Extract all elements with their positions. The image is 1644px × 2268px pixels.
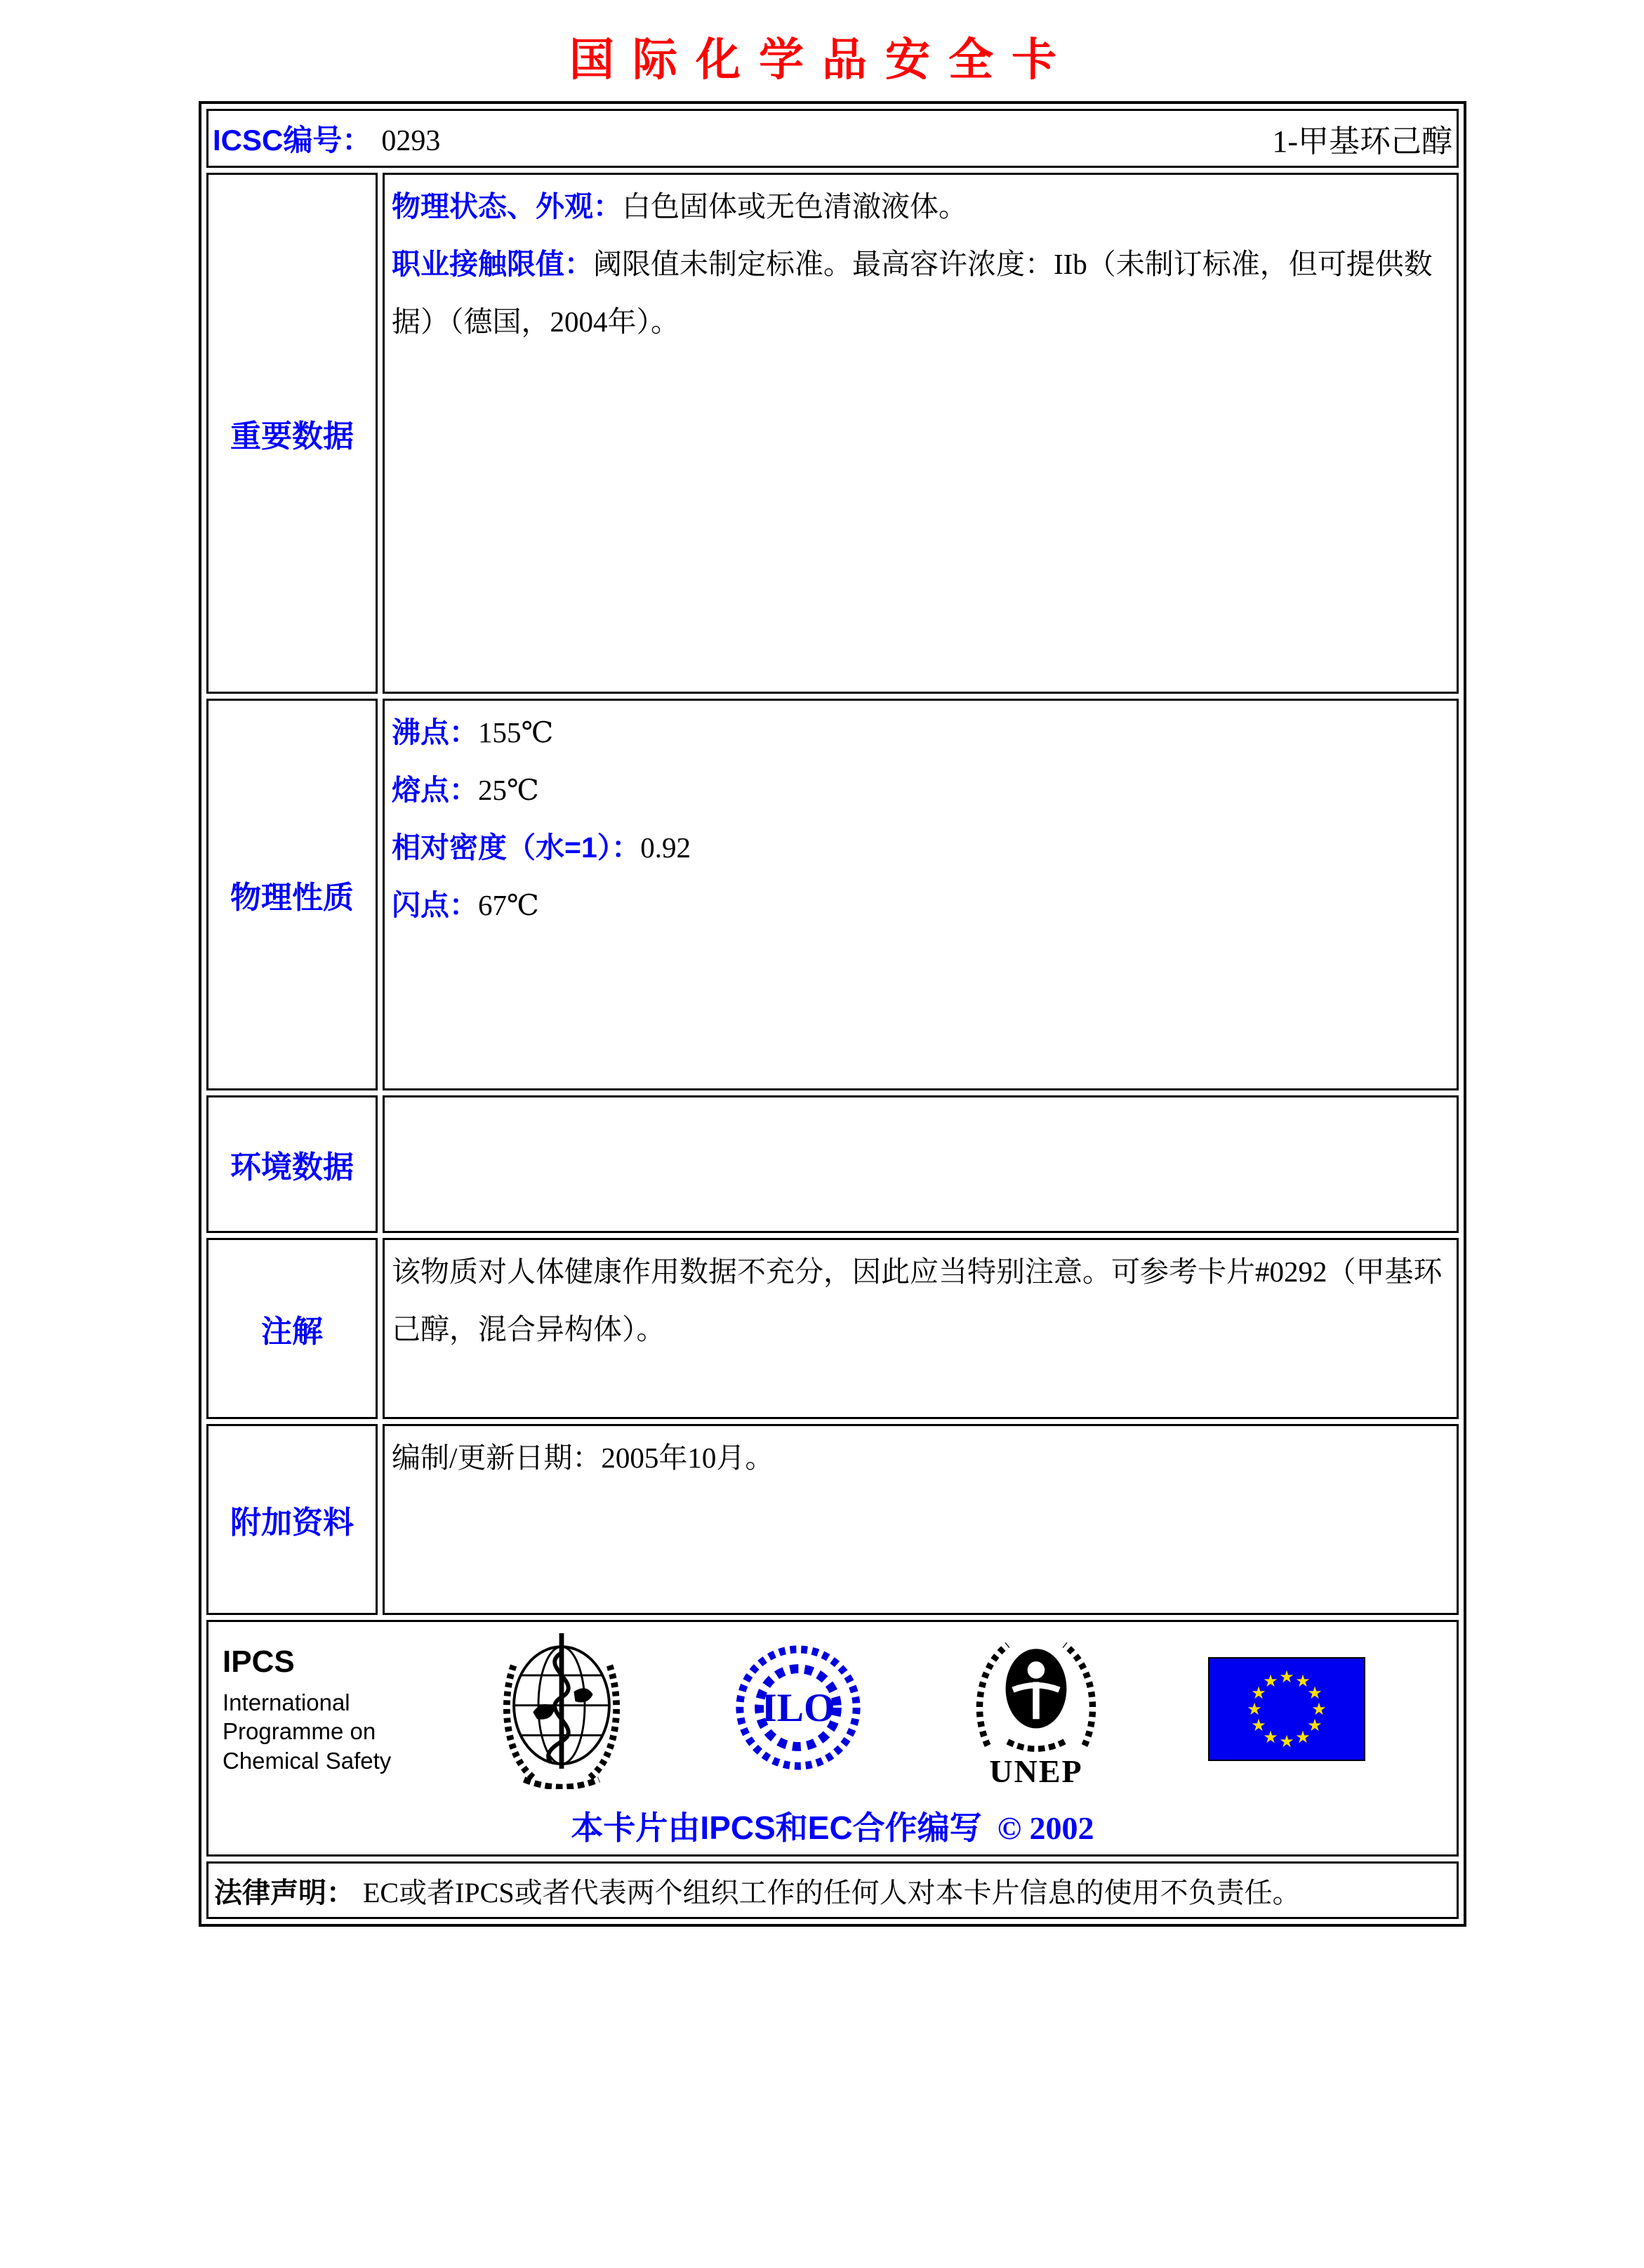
environmental-data-content-cell [383, 1095, 1459, 1233]
additional-info-text: 编制/更新日期：2005年10月。 [392, 1442, 774, 1474]
ipcs-subtitle-line-1: International [223, 1689, 350, 1716]
flash-point-value: 67℃ [478, 889, 539, 921]
chemical-name: 1-甲基环己醇 [1272, 124, 1452, 159]
additional-info-row [206, 1424, 1459, 1615]
who-logo-icon [493, 1629, 630, 1789]
svg-text:★: ★ [1279, 1666, 1294, 1687]
page-title: 国际化学品安全卡 [569, 35, 1075, 85]
card-header [213, 116, 1452, 161]
ipcs-title: IPCS [223, 1644, 295, 1680]
physical-state-line [392, 178, 1450, 235]
boiling-point-label: 沸点： [392, 716, 478, 749]
section-label-important-data: 重要数据 [230, 419, 354, 454]
footer-copyright: © 2002 [997, 1810, 1094, 1846]
notes-label-cell [206, 1238, 378, 1419]
physical-state-text: 白色固体或无色清澈液体。 [622, 190, 967, 223]
flash-point-label: 闪点： [392, 889, 478, 921]
ilo-logo-icon [732, 1636, 864, 1782]
svg-text:★: ★ [1295, 1670, 1311, 1691]
footer-caption [216, 1802, 1450, 1849]
ipcs-logo-text [223, 1642, 391, 1775]
card-header-row [206, 109, 1459, 168]
important-data-content-cell [383, 173, 1459, 694]
unep-wordmark: UNEP [989, 1753, 1083, 1789]
icsc-number-label: ICSC编号： [213, 124, 372, 157]
unep-logo-icon [966, 1628, 1106, 1790]
svg-text:★: ★ [1251, 1715, 1266, 1735]
melting-point-value: 25℃ [478, 774, 539, 806]
important-data-row [206, 173, 1459, 694]
notes-text: 该物质对人体健康作用数据不充分，因此应当特别注意。可参考卡片#0292（甲基环己醇，混合异构体）。 [392, 1255, 1443, 1345]
svg-text:★: ★ [1307, 1715, 1323, 1735]
svg-text:★: ★ [1307, 1682, 1323, 1703]
footer-caption-text: 本卡片由IPCS和EC合作编写 [571, 1809, 982, 1846]
icsc-number-group [213, 117, 440, 159]
important-data-label-cell [206, 173, 378, 694]
notes-content-cell [383, 1238, 1459, 1419]
section-label-environmental-data: 环境数据 [230, 1150, 354, 1185]
ipcs-subtitle-line-2: Programme on [223, 1718, 376, 1745]
physical-properties-row [206, 699, 1459, 1090]
card-header-cell [206, 109, 1459, 168]
eu-flag-icon [1208, 1657, 1365, 1761]
organizations-cell [206, 1620, 1459, 1857]
legal-row [206, 1861, 1459, 1919]
physical-properties-content-cell [383, 699, 1459, 1090]
organizations-row [206, 1620, 1459, 1857]
relative-density-line [392, 819, 1450, 876]
section-label-notes: 注解 [261, 1314, 323, 1349]
occupational-exposure-line [392, 235, 1450, 350]
boiling-point-value: 155℃ [478, 716, 554, 749]
additional-info-label-cell [206, 1424, 378, 1615]
icsc-number-value: 0293 [381, 125, 441, 157]
icsc-card-page [0, 24, 1644, 1927]
ipcs-subtitle-line-3: Chemical Safety [223, 1747, 392, 1774]
environmental-data-row [206, 1095, 1459, 1233]
section-label-additional-info: 附加资料 [230, 1505, 354, 1540]
melting-point-line [392, 761, 1450, 819]
occupational-exposure-label: 职业接触限值： [392, 248, 593, 280]
organization-logos [216, 1628, 1450, 1790]
environmental-data-label-cell [206, 1095, 378, 1233]
svg-text:★: ★ [1311, 1699, 1327, 1719]
svg-text:★: ★ [1251, 1682, 1266, 1703]
section-label-physical-properties: 物理性质 [230, 881, 354, 915]
svg-text:★: ★ [1263, 1727, 1278, 1747]
flash-point-line [392, 876, 1450, 934]
svg-text:★: ★ [1247, 1699, 1262, 1719]
ilo-monogram: ILO [761, 1685, 835, 1730]
melting-point-label: 熔点： [392, 774, 478, 806]
additional-info-content-cell [383, 1424, 1459, 1615]
legal-statement-label: 法律声明： [214, 1877, 354, 1908]
legal-cell [206, 1861, 1459, 1919]
boiling-point-line [392, 704, 1450, 761]
physical-state-label: 物理状态、外观： [392, 190, 622, 223]
icsc-card-table [199, 101, 1466, 1927]
relative-density-value: 0.92 [640, 831, 691, 864]
svg-text:★: ★ [1263, 1670, 1278, 1691]
svg-text:★: ★ [1295, 1727, 1311, 1747]
legal-statement-text: EC或者IPCS或者代表两个组织工作的任何人对本卡片信息的使用不负责任。 [363, 1876, 1301, 1908]
notes-row [206, 1238, 1459, 1419]
relative-density-label: 相对密度（水=1）： [392, 831, 641, 864]
svg-text:★: ★ [1279, 1731, 1294, 1751]
occupational-exposure-text: 阈限值未制定标准。最高容许浓度：IIb（未制订标准，但可提供数据）（德国，2004年）。 [392, 248, 1433, 338]
physical-properties-label-cell [206, 699, 378, 1090]
